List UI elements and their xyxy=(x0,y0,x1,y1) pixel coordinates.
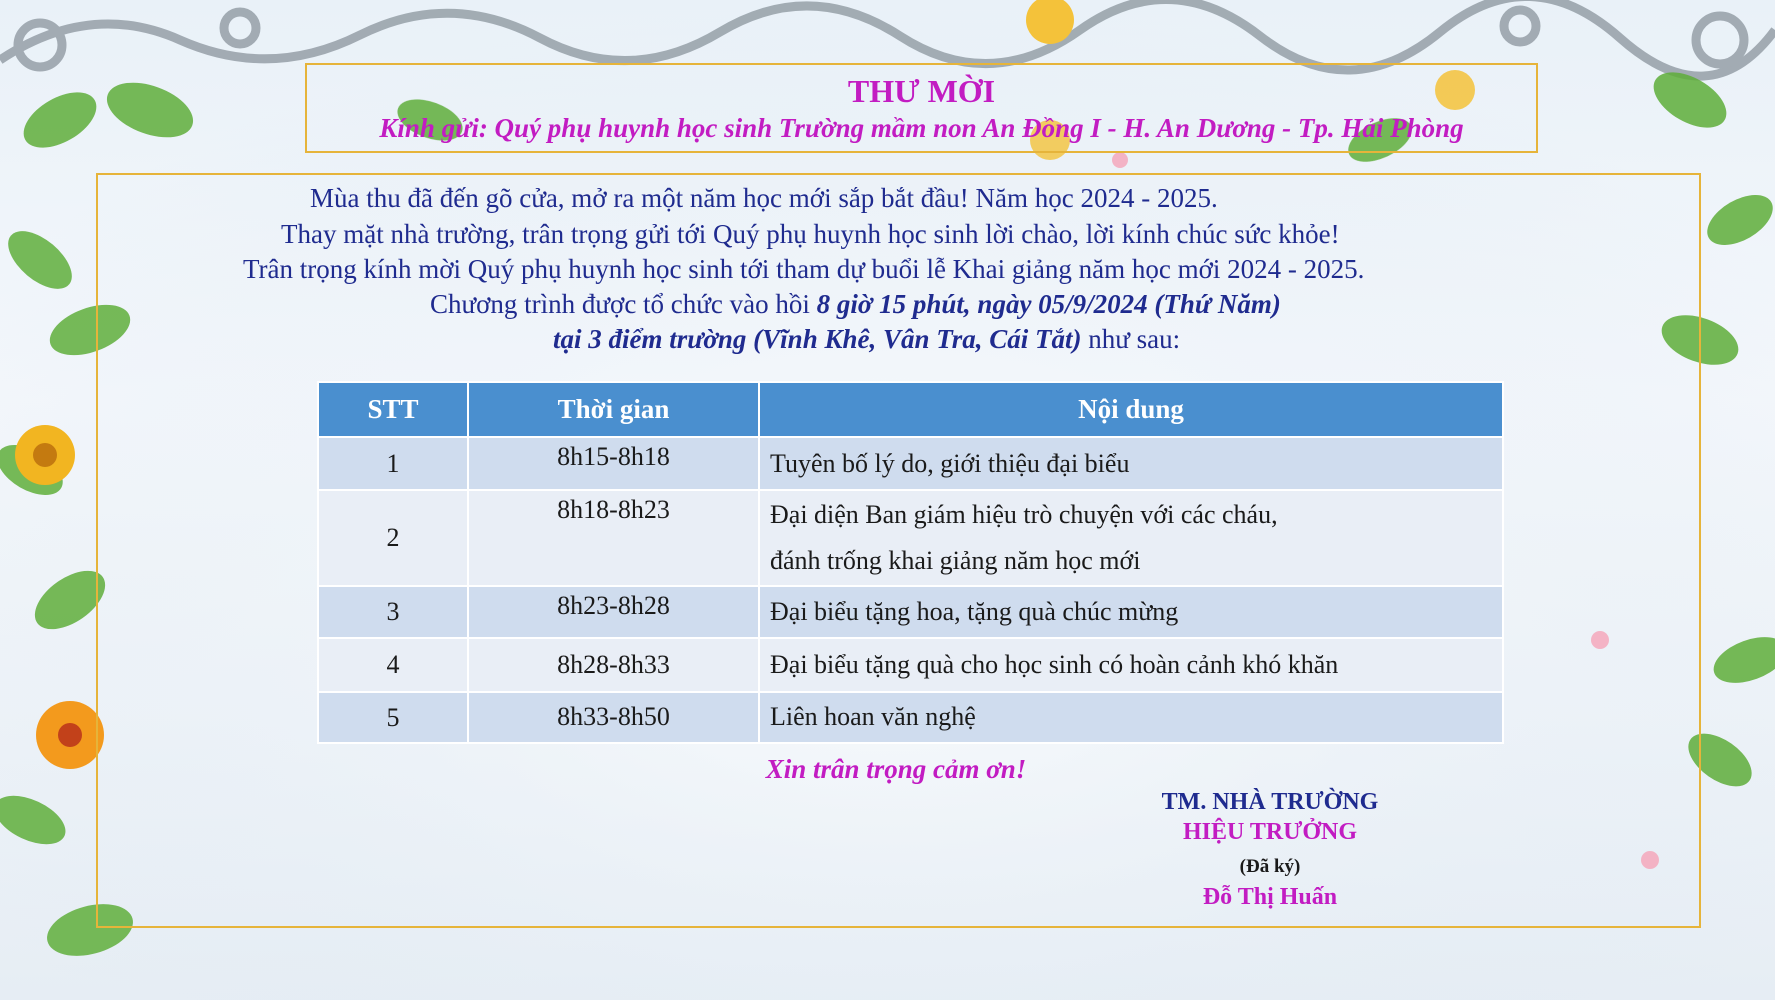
addressee-line: Kính gửi: Quý phụ huynh học sinh Trường mầm non An Đồng I - H. An Dương - Tp. Hải Phòng xyxy=(379,113,1464,143)
header-time: Thời gian xyxy=(468,382,759,437)
header-content: Nội dung xyxy=(759,382,1503,437)
cell-content: Đại biểu tặng quà cho học sinh có hoàn cảnh khó khăn xyxy=(759,638,1503,692)
header-box xyxy=(305,63,1538,153)
cell-content xyxy=(759,490,1503,586)
cell-time: 8h15-8h18 xyxy=(468,437,759,490)
cell-stt: 4 xyxy=(318,638,468,692)
cell-stt: 5 xyxy=(318,692,468,743)
cell-content: Liên hoan văn nghệ xyxy=(759,692,1503,743)
cell-stt: 1 xyxy=(318,437,468,490)
table-row xyxy=(318,638,1503,692)
cell-time: 8h18-8h23 xyxy=(468,490,759,586)
intro-line-1: Mùa thu đã đến gõ cửa, mở ra một năm học mới sắp bắt đầu! Năm học 2024 - 2025. xyxy=(310,183,1218,213)
cell-stt: 2 xyxy=(318,490,468,586)
table-row xyxy=(318,437,1503,490)
intro-line-4 xyxy=(430,289,1281,320)
table-row xyxy=(318,692,1503,743)
cell-content-line: Đại diện Ban giám hiệu trò chuyện với các cháu, xyxy=(770,500,1278,529)
program-table xyxy=(317,381,1504,744)
cell-stt: 3 xyxy=(318,586,468,638)
cell-content-line: đánh trống khai giảng năm học mới xyxy=(770,546,1141,575)
header-stt: STT xyxy=(318,382,468,437)
cell-content: Tuyên bố lý do, giới thiệu đại biểu xyxy=(759,437,1503,490)
thanks-note: Xin trân trọng cảm ơn! xyxy=(765,754,1027,784)
signature-signed: (Đã ký) xyxy=(1239,856,1301,877)
cell-time: 8h33-8h50 xyxy=(468,692,759,743)
intro-line-2: Thay mặt nhà trường, trân trọng gửi tới Quý phụ huynh học sinh lời chào, lời kính chúc sức khỏe! xyxy=(281,219,1340,249)
intro-line-3: Trân trọng kính mời Quý phụ huynh học sinh tới tham dự buổi lễ Khai giảng năm học mới 2024 - 2025. xyxy=(243,254,1365,284)
cell-time: 8h23-8h28 xyxy=(468,586,759,638)
schedule-suffix: như sau: xyxy=(1081,324,1181,354)
letter-title: THƯ MỜI xyxy=(847,73,996,109)
schedule-place: tại 3 điểm trường (Vĩnh Khê, Vân Tra, Cái Tắt) xyxy=(553,324,1082,354)
signature-org: TM. NHÀ TRƯỜNG xyxy=(1161,789,1379,815)
schedule-time: 8 giờ 15 phút, ngày 05/9/2024 (Thứ Năm) xyxy=(816,289,1281,319)
table-row xyxy=(318,586,1503,638)
schedule-prefix: Chương trình được tổ chức vào hồi xyxy=(430,289,817,319)
cell-content: Đại biểu tặng hoa, tặng quà chúc mừng xyxy=(759,586,1503,638)
intro-line-5 xyxy=(553,324,1180,355)
signature-position: HIỆU TRƯỞNG xyxy=(1182,819,1358,845)
signature-name: Đỗ Thị Huấn xyxy=(1202,884,1338,910)
cell-time: 8h28-8h33 xyxy=(468,638,759,692)
table-header-row xyxy=(318,382,1503,437)
table-row xyxy=(318,490,1503,586)
